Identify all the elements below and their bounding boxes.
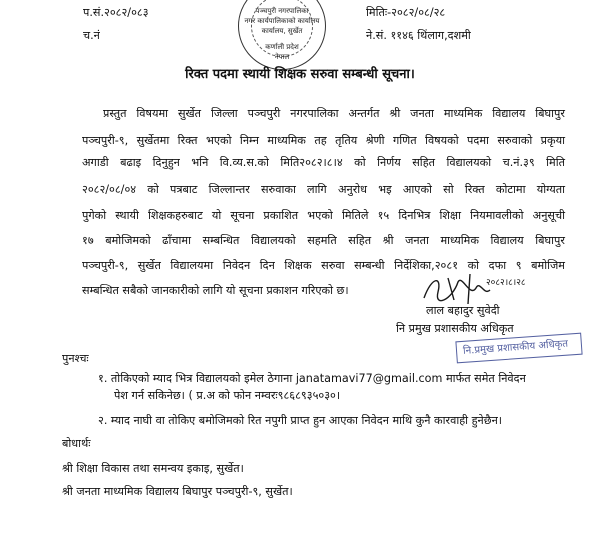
- body-line: २०८२/०८/०४ को पत्रबाट जिल्लान्तर सरुवाका लागि अनुरोध भइ आएको सो रिक्त कोटामा योग्यता: [82, 183, 565, 196]
- postscript-item-1-cont: पेश गर्न सकिनेछ। ( प्र.अ को फोन नम्वरः९८६८९३५०३०।: [114, 389, 341, 402]
- contact-email: janatamavi77@gmail.com: [295, 372, 443, 385]
- cc-recipient: श्री शिक्षा विकास तथा समन्वय इकाइ, सुर्खेत।: [62, 462, 244, 475]
- postscript-item-2: २. म्याद नाघी वा तोकिए बमोजिमको रित नपुगी प्राप्त हुन आएका निवेदन माथि कुनै कारवाही हुनेछैन।: [98, 414, 503, 427]
- body-line: पञ्चपुरी-९, सुर्खेत विद्यालयमा निवेदन दिन शिक्षक सरुवा सम्बन्धी निर्देशिका,२०८१ को दफा ९ बमोजिम: [82, 259, 565, 272]
- signatory-designation: नि प्रमुख प्रशासकीय अधिकृत: [396, 322, 514, 335]
- signature-date: २०८२।८।२८: [486, 278, 526, 288]
- body-line: १७ बमोजिमको ढाँचामा सम्बन्धित विद्यालयको सहमति सहित श्री जनता माध्यमिक विद्यालय बिघापुर: [82, 234, 565, 247]
- cc-recipient: श्री जनता माध्यमिक विद्यालय बिघापुर पञ्चपुरी-९, सुर्खेत।: [62, 485, 293, 498]
- seal-line: नेपाल: [274, 53, 290, 61]
- body-line: अगाडी बढाइ दिनुहुन भनि वि.व्य.स.को मिति२०८२।८।४ को निर्णय सहित विद्यालयको च.नं.३९ मिति: [82, 156, 565, 169]
- office-seal: [238, 0, 326, 70]
- postscript-item-1-prefix: १. तोकिएको म्याद भित्र विद्यालयको इमेल ठेगाना: [98, 372, 293, 385]
- nepal-sambat-date: ने.सं. ११४६ थिंलाग,दशमी: [366, 29, 471, 42]
- dispatch-number: च.नं: [83, 29, 100, 42]
- body-line: पुगेको स्थायी शिक्षकहरुबाट यो सूचना प्रकाशित भएको मितिले १५ दिनभित्र शिक्षा नियमावलीको अनुसूची: [82, 209, 565, 222]
- postscript-item-1: [98, 372, 526, 386]
- seal-line: पञ्चपुरी नगरपालिका: [255, 7, 309, 15]
- body-line: प्रस्तुत विषयमा सुर्खेत जिल्ला पञ्चपुरी नगरपालिका अन्तर्गत श्री जनता माध्यमिक विद्यालय बिघापुर: [103, 107, 565, 120]
- reference-number: प.सं.२०८२/०८३: [83, 6, 149, 19]
- postscript-heading: पुनश्चः: [62, 352, 89, 365]
- designation-stamp: नि.प्रमुख प्रशासकीय अधिकृत: [455, 333, 582, 364]
- body-line: सम्बन्धित सबैको जानकारीको लागि यो सूचना प्रकाशन गरिएको छ।: [82, 284, 349, 297]
- cc-heading: बोधार्थः: [62, 437, 91, 450]
- body-line: पञ्चपुरी-९, सुर्खेतमा रिक्त भएको निम्न माध्यमिक तह तृतिय श्रेणी गणित विषयको पदमा सरुवाको प्रकृया: [82, 134, 565, 147]
- issue-date: मितिः-२०८२/०८/२८: [366, 6, 446, 19]
- seal-line: नगर कार्यपालिकाको कार्यालय: [244, 17, 320, 25]
- signatory-name: लाल बहादुर सुवेदी: [426, 304, 500, 317]
- seal-line: कर्णाली प्रदेश: [265, 43, 299, 51]
- seal-line: कार्यालय, सुर्खेत: [261, 27, 303, 35]
- notice-title: रिक्त पदमा स्थायी शिक्षक सरुवा सम्बन्धी सूचना।: [185, 67, 415, 82]
- postscript-item-1-suffix: मार्फत समेत निवेदन: [445, 372, 526, 385]
